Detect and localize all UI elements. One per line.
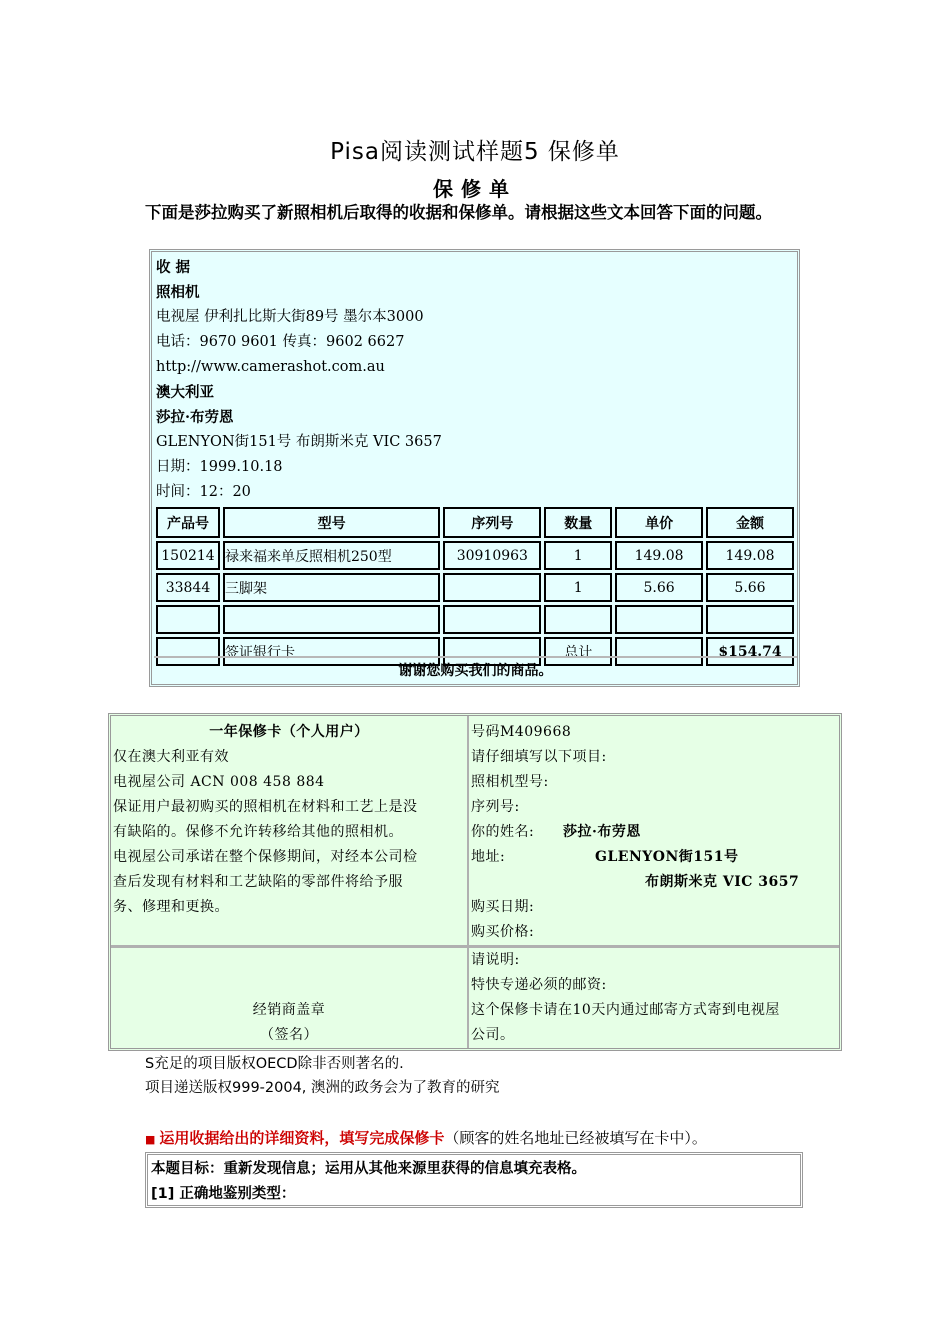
name-field-label: 你的姓名: xyxy=(471,824,535,840)
receipt-date: 日期：1999.10.18 xyxy=(156,459,283,475)
table-cell: 149.08 xyxy=(706,541,794,570)
aim-box xyxy=(145,1152,803,1208)
table-cell: 5.66 xyxy=(615,573,703,602)
address-field-label: 地址: xyxy=(471,849,506,865)
table-cell xyxy=(706,605,794,634)
receipt-line: 莎拉·布劳恩 xyxy=(156,409,234,426)
intro-paragraph: 下面是莎拉购买了新照相机后取得的收据和保修单。请根据这些文本回答下面的问题。 xyxy=(145,203,772,222)
table-cell: 1 xyxy=(544,541,612,570)
warranty-text: 电视屋公司 ACN 008 458 884 xyxy=(113,774,325,790)
document-subtitle: 保修单 xyxy=(433,177,517,201)
copyright-note: 项目递送版权999-2004, 澳洲的政务会为了教育的研究 xyxy=(145,1080,500,1096)
copyright-note: S充足的项目版权OECD除非否则著名的. xyxy=(145,1056,404,1072)
table-cell: 5.66 xyxy=(706,573,794,602)
signature-label: （签名） xyxy=(260,1027,318,1043)
column-header: 金额 xyxy=(706,507,794,538)
task-emphasis: 运用收据给出的详细资料，填写完成保修卡 xyxy=(159,1129,445,1147)
note-text: 请说明: xyxy=(471,952,520,968)
task-instruction xyxy=(145,1127,707,1149)
warranty-number: 号码M409668 xyxy=(471,724,572,740)
receipt-line: GLENYON街151号 布朗斯米克 VIC 3657 xyxy=(156,434,442,450)
warranty-card xyxy=(108,713,842,1051)
table-row xyxy=(156,541,794,570)
receipt-line: 照相机 xyxy=(156,284,200,301)
table-cell xyxy=(156,605,220,634)
table-cell xyxy=(443,605,541,634)
column-header: 序列号 xyxy=(443,507,541,538)
note-text: 这个保修卡请在10天内通过邮寄方式寄到电视屋 xyxy=(471,1002,780,1018)
table-cell xyxy=(443,573,541,602)
warranty-text: 电视屋公司承诺在整个保修期间，对经本公司检 xyxy=(113,849,418,865)
aim-line: [1] 正确地鉴别类型： xyxy=(151,1186,296,1202)
column-header: 数量 xyxy=(544,507,612,538)
fill-prompt: 请仔细填写以下项目: xyxy=(471,749,607,765)
receipt-url: http://www.camerashot.com.au xyxy=(156,359,385,375)
receipt-line: 电话：9670 9601 传真：9602 6627 xyxy=(156,334,405,350)
dealer-stamp-label: 经销商盖章 xyxy=(252,1002,326,1018)
warranty-text: 查后发现有材料和工艺缺陷的零部件将给予服 xyxy=(113,874,403,890)
camera-model-field-label: 照相机型号: xyxy=(471,774,549,790)
serial-number-field-label: 序列号: xyxy=(471,799,520,815)
warranty-text: 有缺陷的。保修不允许转移给其他的照相机。 xyxy=(113,824,403,840)
payment-method-cell: 签证银行卡 xyxy=(223,637,440,666)
purchase-date-field-label: 购买日期: xyxy=(471,899,535,915)
column-header: 型号 xyxy=(223,507,440,538)
column-header: 产品号 xyxy=(156,507,220,538)
vertical-divider xyxy=(467,716,469,1048)
note-text: 公司。 xyxy=(471,1027,515,1043)
table-cell: 三脚架 xyxy=(223,573,440,602)
task-note: （顾客的姓名地址已经被填写在卡中）。 xyxy=(444,1129,707,1147)
table-row xyxy=(156,605,794,634)
thanks-message: 谢谢您购买我们的商品。 xyxy=(154,656,797,685)
address-line-1: GLENYON街151号 xyxy=(595,849,739,865)
table-cell: 149.08 xyxy=(615,541,703,570)
receipt-box xyxy=(149,249,800,687)
name-field-value: 莎拉·布劳恩 xyxy=(563,824,641,840)
address-line-2: 布朗斯米克 VIC 3657 xyxy=(645,874,800,890)
receipt-line: 电视屋 伊利扎比斯大街89号 墨尔本3000 xyxy=(156,309,424,325)
receipt-items-table xyxy=(153,504,797,669)
table-cell: 30910963 xyxy=(443,541,541,570)
total-amount-cell: $154.74 xyxy=(706,637,794,666)
bullet-square-icon: ■ xyxy=(145,1133,156,1146)
table-cell xyxy=(544,605,612,634)
total-label-cell: 总计 xyxy=(544,637,612,666)
table-cell: 33844 xyxy=(156,573,220,602)
table-cell: 150214 xyxy=(156,541,220,570)
aim-line: 本题目标：重新发现信息；运用从其他来源里获得的信息填充表格。 xyxy=(151,1161,586,1177)
warranty-text: 保证用户最初购买的照相机在材料和工艺上是没 xyxy=(113,799,418,815)
receipt-line: 澳大利亚 xyxy=(156,384,214,401)
warranty-text: 仅在澳大利亚有效 xyxy=(113,749,229,765)
table-cell xyxy=(615,605,703,634)
table-cell: 1 xyxy=(544,573,612,602)
table-row xyxy=(156,573,794,602)
warranty-heading: 一年保修卡（个人用户） xyxy=(209,724,369,740)
table-cell: 禄来福来单反照相机250型 xyxy=(223,541,440,570)
column-header: 单价 xyxy=(615,507,703,538)
table-header-row xyxy=(156,507,794,538)
document-title: Pisa阅读测试样题5 保修单 xyxy=(330,139,620,165)
receipt-heading: 收 据 xyxy=(156,259,191,276)
purchase-price-field-label: 购买价格: xyxy=(471,924,535,940)
receipt-time: 时间：12：20 xyxy=(156,484,251,500)
note-text: 特快专递必须的邮资: xyxy=(471,977,607,993)
warranty-text: 务、修理和更换。 xyxy=(113,899,229,915)
table-cell xyxy=(223,605,440,634)
